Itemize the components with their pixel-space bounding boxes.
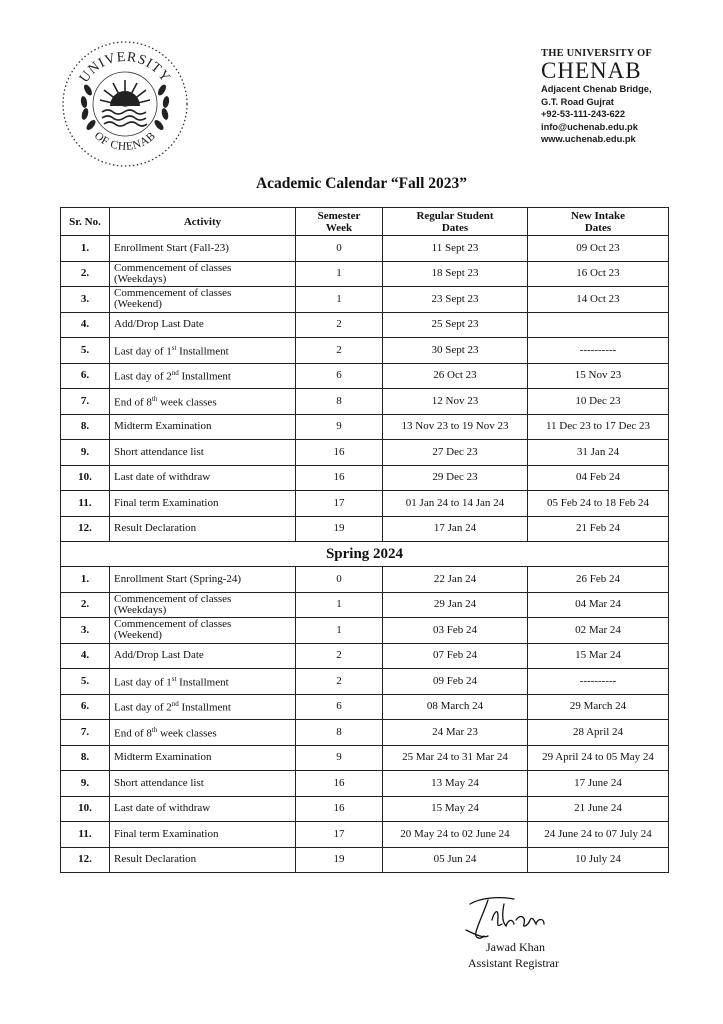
row-activity: Short attendance list	[110, 440, 296, 466]
row-activity: Commencement of classes (Weekend)	[110, 618, 296, 644]
row-sr-no: 1.	[61, 236, 110, 262]
row-regular-date: 27 Dec 23	[383, 440, 528, 466]
academic-calendar-table	[60, 207, 669, 873]
row-activity: Commencement of classes (Weekend)	[110, 287, 296, 313]
row-regular-date: 18 Sept 23	[383, 261, 528, 287]
website-address: www.uchenab.edu.pk	[541, 134, 636, 145]
row-semester-week: 19	[296, 847, 383, 873]
row-new-intake-date: ----------	[528, 669, 669, 695]
row-regular-date: 29 Dec 23	[383, 465, 528, 491]
row-new-intake-date: 29 April 24 to 05 May 24	[528, 745, 669, 771]
col-header-activity: Activity	[110, 208, 296, 236]
row-semester-week: 0	[296, 236, 383, 262]
spring-section	[61, 542, 669, 567]
calendar-title: Academic Calendar “Fall 2023”	[255, 175, 468, 192]
row-regular-date: 05 Jun 24	[383, 847, 528, 873]
row-sr-no: 7.	[61, 720, 110, 746]
row-new-intake-date: 10 Dec 23	[528, 389, 669, 415]
row-sr-no: 4.	[61, 312, 110, 338]
row-activity: End of 8th week classes	[110, 720, 296, 746]
table-row	[61, 261, 669, 287]
row-new-intake-date: 02 Mar 24	[528, 618, 669, 644]
table-row	[61, 592, 669, 618]
row-semester-week: 16	[296, 796, 383, 822]
row-sr-no: 8.	[61, 745, 110, 771]
handwritten-signature-icon	[458, 890, 588, 945]
row-semester-week: 6	[296, 363, 383, 389]
row-activity: Enrollment Start (Fall-23)	[110, 236, 296, 262]
row-semester-week: 17	[296, 822, 383, 848]
row-new-intake-date: ----------	[528, 338, 669, 364]
table-row	[61, 516, 669, 542]
row-sr-no: 2.	[61, 261, 110, 287]
row-regular-date: 01 Jan 24 to 14 Jan 24	[383, 491, 528, 517]
row-activity: Commencement of classes (Weekdays)	[110, 261, 296, 287]
table-row	[61, 567, 669, 593]
spring-title: Spring 2024	[61, 542, 669, 567]
address-line-2: G.T. Road Gujrat	[541, 96, 614, 107]
table-row	[61, 414, 669, 440]
row-new-intake-date: 04 Mar 24	[528, 592, 669, 618]
row-sr-no: 9.	[61, 440, 110, 466]
row-new-intake-date: 14 Oct 23	[528, 287, 669, 313]
row-new-intake-date: 15 Nov 23	[528, 363, 669, 389]
row-sr-no: 5.	[61, 669, 110, 695]
row-semester-week: 16	[296, 465, 383, 491]
row-activity: Short attendance list	[110, 771, 296, 797]
table-row	[61, 720, 669, 746]
row-semester-week: 1	[296, 592, 383, 618]
row-activity: Last day of 2nd Installment	[110, 363, 296, 389]
row-regular-date: 20 May 24 to 02 June 24	[383, 822, 528, 848]
row-semester-week: 2	[296, 643, 383, 669]
row-semester-week: 16	[296, 440, 383, 466]
university-top-line: THE UNIVERSITY OF	[541, 48, 652, 59]
row-regular-date: 30 Sept 23	[383, 338, 528, 364]
table-row	[61, 796, 669, 822]
row-semester-week: 9	[296, 414, 383, 440]
row-regular-date: 22 Jan 24	[383, 567, 528, 593]
row-new-intake-date: 10 July 24	[528, 847, 669, 873]
row-activity: Result Declaration	[110, 847, 296, 873]
row-new-intake-date: 28 April 24	[528, 720, 669, 746]
table-header-row	[61, 208, 669, 236]
row-new-intake-date: 31 Jan 24	[528, 440, 669, 466]
row-regular-date: 13 May 24	[383, 771, 528, 797]
row-activity: Last day of 1st Installment	[110, 338, 296, 364]
table-row	[61, 363, 669, 389]
table-row	[61, 643, 669, 669]
table-row	[61, 822, 669, 848]
table-row	[61, 618, 669, 644]
table-row	[61, 491, 669, 517]
row-regular-date: 12 Nov 23	[383, 389, 528, 415]
row-regular-date: 29 Jan 24	[383, 592, 528, 618]
table-row	[61, 465, 669, 491]
table-row	[61, 745, 669, 771]
table-row	[61, 440, 669, 466]
row-regular-date: 24 Mar 23	[383, 720, 528, 746]
row-regular-date: 11 Sept 23	[383, 236, 528, 262]
row-sr-no: 12.	[61, 847, 110, 873]
row-sr-no: 12.	[61, 516, 110, 542]
row-semester-week: 2	[296, 669, 383, 695]
row-activity: Add/Drop Last Date	[110, 312, 296, 338]
fall-rows	[61, 236, 669, 542]
row-activity: Last date of withdraw	[110, 796, 296, 822]
university-name: CHENAB	[541, 58, 642, 83]
row-activity: Result Declaration	[110, 516, 296, 542]
row-sr-no: 11.	[61, 491, 110, 517]
table-row	[61, 669, 669, 695]
row-regular-date: 26 Oct 23	[383, 363, 528, 389]
row-regular-date: 15 May 24	[383, 796, 528, 822]
row-semester-week: 2	[296, 312, 383, 338]
table-row	[61, 389, 669, 415]
table-row	[61, 312, 669, 338]
row-sr-no: 3.	[61, 287, 110, 313]
table-row	[61, 771, 669, 797]
row-new-intake-date: 09 Oct 23	[528, 236, 669, 262]
row-semester-week: 1	[296, 618, 383, 644]
row-sr-no: 10.	[61, 465, 110, 491]
table-row	[61, 694, 669, 720]
row-activity: Commencement of classes (Weekdays)	[110, 592, 296, 618]
row-regular-date: 25 Sept 23	[383, 312, 528, 338]
spring-rows	[61, 567, 669, 873]
row-activity: Final term Examination	[110, 822, 296, 848]
row-new-intake-date: 11 Dec 23 to 17 Dec 23	[528, 414, 669, 440]
phone-number: +92-53-111-243-622	[541, 109, 626, 120]
row-new-intake-date: 21 June 24	[528, 796, 669, 822]
row-new-intake-date: 16 Oct 23	[528, 261, 669, 287]
address-line-1: Adjacent Chenab Bridge,	[541, 84, 652, 94]
row-sr-no: 7.	[61, 389, 110, 415]
university-info	[541, 48, 652, 146]
row-semester-week: 1	[296, 261, 383, 287]
row-sr-no: 10.	[61, 796, 110, 822]
row-sr-no: 5.	[61, 338, 110, 364]
row-new-intake-date: 05 Feb 24 to 18 Feb 24	[528, 491, 669, 517]
row-semester-week: 19	[296, 516, 383, 542]
row-regular-date: 08 March 24	[383, 694, 528, 720]
row-semester-week: 1	[296, 287, 383, 313]
email-address: info@uchenab.edu.pk	[541, 121, 638, 132]
university-seal-icon	[58, 38, 192, 168]
row-sr-no: 9.	[61, 771, 110, 797]
row-activity: End of 8th week classes	[110, 389, 296, 415]
row-regular-date: 23 Sept 23	[383, 287, 528, 313]
row-semester-week: 2	[296, 338, 383, 364]
row-regular-date: 09 Feb 24	[383, 669, 528, 695]
row-new-intake-date: 15 Mar 24	[528, 643, 669, 669]
seal-arc-bottom: OF CHENAB	[91, 129, 159, 153]
row-sr-no: 6.	[61, 694, 110, 720]
row-sr-no: 1.	[61, 567, 110, 593]
row-sr-no: 11.	[61, 822, 110, 848]
row-semester-week: 0	[296, 567, 383, 593]
row-semester-week: 9	[296, 745, 383, 771]
row-regular-date: 07 Feb 24	[383, 643, 528, 669]
signatory-title: Assistant Registrar	[468, 956, 559, 970]
row-new-intake-date: 04 Feb 24	[528, 465, 669, 491]
row-activity: Midterm Examination	[110, 745, 296, 771]
row-activity: Final term Examination	[110, 491, 296, 517]
table-row	[61, 847, 669, 873]
col-header-sr: Sr. No.	[61, 208, 110, 236]
col-header-intake: New Intake Dates	[528, 208, 669, 236]
row-regular-date: 17 Jan 24	[383, 516, 528, 542]
col-header-week: Semester Week	[296, 208, 383, 236]
row-new-intake-date: 29 March 24	[528, 694, 669, 720]
spring-header-row	[61, 542, 669, 567]
row-new-intake-date	[528, 312, 669, 338]
row-sr-no: 8.	[61, 414, 110, 440]
table-row	[61, 236, 669, 262]
row-sr-no: 3.	[61, 618, 110, 644]
table-row	[61, 338, 669, 364]
row-semester-week: 16	[296, 771, 383, 797]
row-new-intake-date: 21 Feb 24	[528, 516, 669, 542]
row-semester-week: 8	[296, 389, 383, 415]
row-activity: Last date of withdraw	[110, 465, 296, 491]
row-semester-week: 17	[296, 491, 383, 517]
row-regular-date: 03 Feb 24	[383, 618, 528, 644]
row-activity: Last day of 1st Installment	[110, 669, 296, 695]
row-new-intake-date: 26 Feb 24	[528, 567, 669, 593]
row-semester-week: 6	[296, 694, 383, 720]
row-sr-no: 6.	[61, 363, 110, 389]
signatory-name: Jawad Khan	[486, 940, 545, 954]
row-activity: Last day of 2nd Installment	[110, 694, 296, 720]
seal-arc-top: UNIVERSITY	[76, 49, 174, 86]
row-activity: Enrollment Start (Spring-24)	[110, 567, 296, 593]
row-regular-date: 13 Nov 23 to 19 Nov 23	[383, 414, 528, 440]
table-row	[61, 287, 669, 313]
col-header-regular: Regular Student Dates	[383, 208, 528, 236]
row-activity: Midterm Examination	[110, 414, 296, 440]
row-new-intake-date: 17 June 24	[528, 771, 669, 797]
row-semester-week: 8	[296, 720, 383, 746]
row-activity: Add/Drop Last Date	[110, 643, 296, 669]
row-regular-date: 25 Mar 24 to 31 Mar 24	[383, 745, 528, 771]
row-sr-no: 2.	[61, 592, 110, 618]
row-new-intake-date: 24 June 24 to 07 July 24	[528, 822, 669, 848]
row-sr-no: 4.	[61, 643, 110, 669]
